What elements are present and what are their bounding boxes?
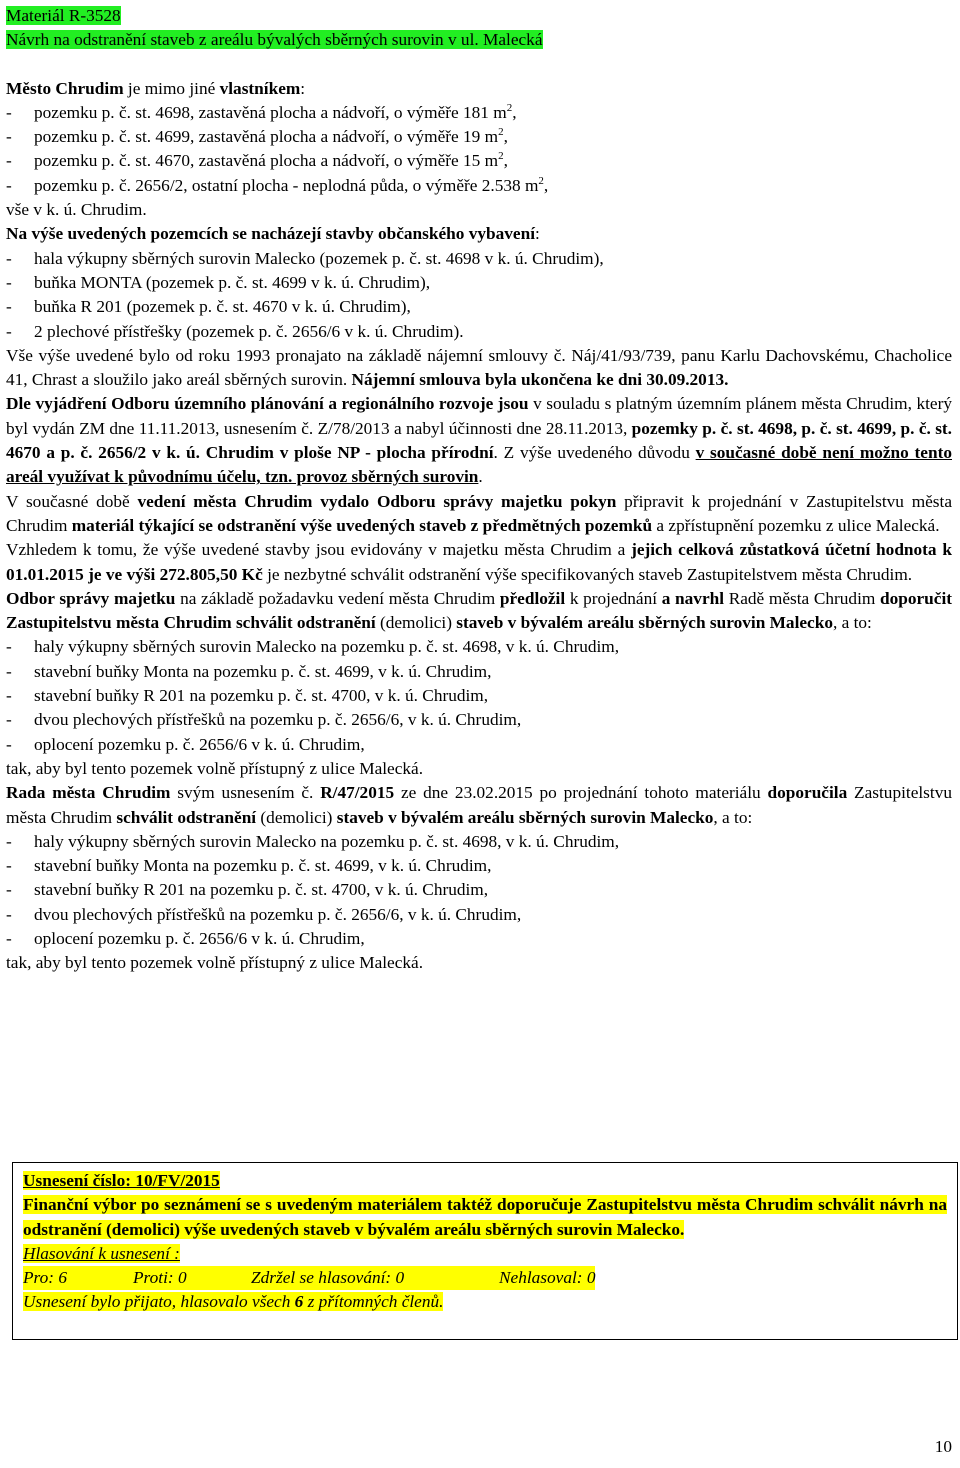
demolition-list-2 (6, 830, 952, 951)
parcel-text: pozemku p. č. st. 4670, zastavěná plocha a nádvoří, o výměře 15 m (34, 151, 499, 171)
odbor-d: . Z výše uvedeného důvodu (493, 443, 696, 463)
list-item: - stavební buňky Monta na pozemku p. č. st. 4699, v k. ú. Chrudim, (6, 854, 952, 878)
parcel-text: pozemku p. č. st. 4699, zastavěná plocha a nádvoří, o výměře 19 m (34, 127, 499, 147)
parcel-end: , (503, 127, 508, 147)
rada-i: staveb v bývalém areálu sběrných surovin Malecko (336, 807, 714, 827)
pokyn-paragraph (6, 490, 952, 539)
predlozil-g: doporučit Zastupitelstvu města Chrudim schválit odstranění (6, 588, 953, 633)
parcel-text: pozemku p. č. 2656/2, ostatní plocha - neplodná půda, o výměře 2.538 m (34, 175, 539, 195)
rada-c: R/47/2015 (320, 783, 395, 803)
odbor-paragraph (6, 392, 952, 489)
vote-result (23, 1290, 947, 1314)
resolution-text (23, 1193, 947, 1242)
odbor-a: Dle vyjádření Odboru územního plánování a regionálního rozvoje jsou (6, 394, 529, 414)
predlozil-a: Odbor správy majetku (6, 588, 176, 608)
page-number: 10 (934, 1437, 952, 1456)
rada-e: doporučila (767, 783, 848, 803)
list-item: - haly výkupny sběrných surovin Malecko na pozemku p. č. st. 4698, v k. ú. Chrudim, (6, 635, 952, 659)
vote-result-c: z přítomných členů. (303, 1292, 444, 1312)
buildings-heading-text: Na výše uvedených pozemcích se nacházejí stavby občanského vybavení (6, 224, 536, 244)
vote-pro: Pro: 6 (23, 1268, 67, 1288)
vote-heading (23, 1242, 947, 1266)
parcel-end: , (503, 151, 508, 171)
rada-d: ze dne 23.02.2015 po projednání tohoto materiálu (394, 783, 768, 803)
list-item: - hala výkupny sběrných surovin Malecko (pozemek p. č. st. 4698 v k. ú. Chrudim), (6, 247, 952, 271)
lease-text: Vše výše uvedené bylo od roku 1993 pronajato na základě nájemní smlouvy č. Náj/41/93/739, panu Karlu Dachovskému, Chacholice 41, Chrast a sloužilo jako areál sběrných surovin. (6, 345, 952, 390)
owner-text: je mimo jiné (123, 78, 220, 98)
vote-result-a: Usnesení bylo přijato, hlasovalo všech (23, 1292, 295, 1312)
predlozil-e: a navrhl (661, 588, 725, 608)
owner-line (6, 77, 952, 101)
parcel-list (6, 101, 952, 198)
hodnota-paragraph (6, 538, 952, 587)
rada-b: svým usnesením č. (170, 783, 321, 803)
odbor-e: v současné době není možno tento areál využívat k původnímu účelu, tzn. provoz sběrných surovin (6, 443, 952, 487)
vote-nehlasoval: Nehlasoval: 0 (499, 1268, 596, 1288)
vote-zdrzel: Zdržel se hlasování: 0 (251, 1268, 405, 1288)
list-item: - stavební buňky R 201 na pozemku p. č. st. 4700, v k. ú. Chrudim, (6, 878, 952, 902)
list-item (6, 149, 952, 173)
pokyn-a: V současné době (6, 491, 138, 511)
predlozil-b: na základě požadavku vedení města Chrudim (175, 588, 500, 608)
owner-colon: : (300, 78, 306, 98)
owner-role: vlastníkem (219, 78, 301, 98)
material-number: Materiál R-3528 (6, 6, 121, 25)
rada-paragraph (6, 781, 952, 830)
parcels-end: vše v k. ú. Chrudim. (6, 200, 147, 220)
list2-end: tak, aby byl tento pozemek volně přístupný z ulice Malecká. (6, 953, 424, 973)
list-item: - oplocení pozemku p. č. 2656/6 v k. ú. Chrudim, (6, 733, 952, 757)
document-title: Návrh na odstranění staveb z areálu bývalých sběrných surovin v ul. Malecká (6, 30, 543, 50)
pokyn-e: a zpřístupnění pozemku z ulice Malecká. (652, 515, 940, 535)
document-body (6, 4, 952, 976)
header (6, 4, 952, 53)
rada-f: Zastupitelstvu města Chrudim (6, 783, 952, 827)
list-item: - buňka MONTA (pozemek p. č. st. 4699 v k. ú. Chrudim), (6, 271, 952, 295)
list1-end: tak, aby byl tento pozemek volně přístupný z ulice Malecká. (6, 758, 424, 778)
owner-name: Město Chrudim (6, 78, 124, 98)
list-item: - stavební buňky Monta na pozemku p. č. st. 4699, v k. ú. Chrudim, (6, 660, 952, 684)
parcel-sup: 2 (506, 102, 513, 115)
list-item: - buňka R 201 (pozemek p. č. st. 4670 v k. ú. Chrudim), (6, 295, 952, 319)
buildings-list (6, 247, 952, 344)
list-item (6, 101, 952, 125)
list-item: - 2 plechové přístřešky (pozemek p. č. 2656/6 v k. ú. Chrudim). (6, 320, 952, 344)
rada-j: , a to: (713, 807, 753, 827)
predlozil-h: (demolici) (375, 613, 457, 633)
odbor-b: v souladu s platným územním plánem města Chrudim, který byl vydán ZM dne 11.11.2013, usnesením č. Z/78/2013 a nabyl účinnosti dne 28.11.2013, (6, 394, 952, 438)
vote-result-b: 6 (294, 1292, 304, 1312)
rada-g: schválit odstranění (116, 807, 257, 827)
rada-h: (demolici) (256, 807, 337, 827)
list-item (6, 125, 952, 149)
buildings-heading-colon: : (535, 224, 540, 244)
predlozil-paragraph (6, 587, 952, 636)
lease-paragraph (6, 344, 952, 393)
predlozil-f: Radě města Chrudim (724, 588, 880, 608)
predlozil-j: , a to: (832, 613, 872, 633)
vote-proti: Proti: 0 (133, 1268, 187, 1288)
parcel-sup: 2 (538, 175, 544, 188)
pokyn-c: připravit k projednání v Zastupitelstvu města Chrudim (6, 491, 952, 535)
parcel-end: , (543, 175, 549, 195)
list-item (6, 174, 952, 198)
buildings-heading (6, 222, 952, 246)
parcel-text: pozemku p. č. st. 4698, zastavěná plocha a nádvoří, o výměře 181 m (34, 102, 507, 122)
vote-counts (23, 1266, 595, 1290)
vote-heading-text: Hlasování k usnesení : (23, 1243, 180, 1263)
resolution-box (12, 1162, 958, 1340)
predlozil-i: staveb v bývalém areálu sběrných surovin Malecko (456, 613, 833, 633)
hodnota-a: Vzhledem k tomu, že výše uvedené stavby jsou evidovány v majetku města Chrudim a (6, 540, 632, 560)
parcel-end: , (512, 102, 517, 122)
odbor-c: pozemky p. č. st. 4698, p. č. st. 4699, p. č. st. 4670 a p. č. 2656/2 v k. ú. Chrudim v ploše NP - plocha přírodní (6, 418, 952, 463)
list-item: - oplocení pozemku p. č. 2656/6 v k. ú. Chrudim, (6, 927, 952, 951)
hodnota-b: jejich celková zůstatková účetní hodnota k 01.01.2015 je ve výši 272.805,50 Kč (6, 540, 952, 584)
rada-a: Rada města Chrudim (6, 783, 171, 803)
list-item: - stavební buňky R 201 na pozemku p. č. st. 4700, v k. ú. Chrudim, (6, 684, 952, 708)
parcel-sup: 2 (498, 126, 504, 139)
parcel-sup: 2 (498, 150, 504, 163)
pokyn-b: vedení města Chrudim vydalo Odboru správy majetku pokyn (137, 491, 617, 511)
predlozil-c: předložil (499, 588, 566, 608)
odbor-f: . (478, 467, 483, 487)
demolition-list-1 (6, 635, 952, 756)
predlozil-d: k projednání (565, 588, 662, 608)
resolution-title-text: Usnesení číslo: 10/FV/2015 (23, 1171, 220, 1190)
resolution-title (23, 1169, 947, 1193)
list-item: - haly výkupny sběrných surovin Malecko na pozemku p. č. st. 4698, v k. ú. Chrudim, (6, 830, 952, 854)
pokyn-d: materiál týkající se odstranění výše uvedených staveb z předmětných pozemků (71, 515, 653, 535)
hodnota-c: je nezbytné schválit odstranění výše specifikovaných staveb Zastupitelstvem města Chrudim. (262, 564, 913, 584)
lease-ended: Nájemní smlouva byla ukončena ke dni 30.09.2013. (351, 370, 729, 390)
resolution-text-body: Finanční výbor po seznámení se s uvedeným materiálem taktéž doporučuje Zastupitelstvu města Chrudim schválit návrh na odstranění (demolici) výše uvedených staveb v bývalém areálu sběrných surovin Malecko. (23, 1195, 947, 1239)
list-item: - dvou plechových přístřešků na pozemku p. č. 2656/6, v k. ú. Chrudim, (6, 708, 952, 732)
list-item: - dvou plechových přístřešků na pozemku p. č. 2656/6, v k. ú. Chrudim, (6, 903, 952, 927)
